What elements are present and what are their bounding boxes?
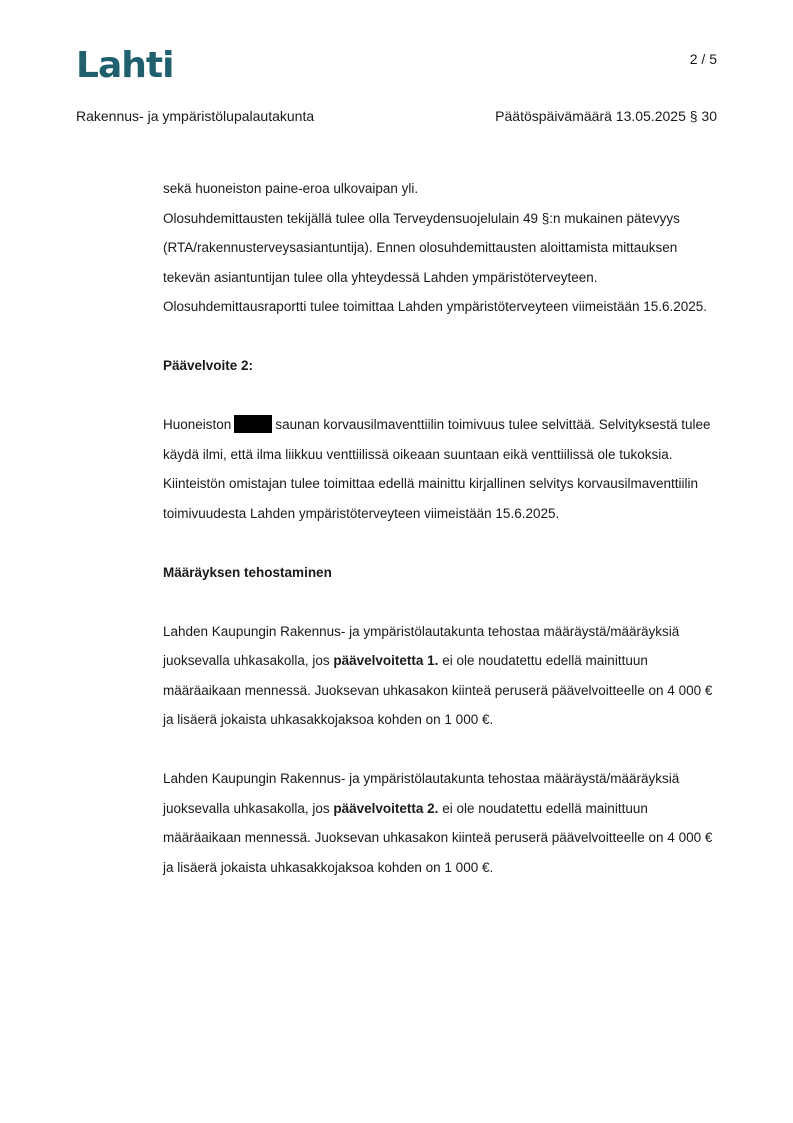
decision-date: Päätöspäivämäärä 13.05.2025 § 30 bbox=[495, 108, 717, 124]
paragraph-sauna-valve-rest: saunan korvausilmaventtiilin toimivuus tulee selvittää. Selvityksestä tulee käydä ilmi, että ilma liikkuu venttiilissä oikeaan suuntaan eikä venttiilissä ole tukoksia. Kiinteistön omistajan tulee toimittaa edellä mainittu kirjallinen selvitys korvausilmaventtiilin toimivuudesta Lahden ympäristöterveyteen viimeistään 15.6.2025. bbox=[163, 417, 711, 521]
penalty-2-text-start: Lahden Kaupungin Rakennus- ja ympäristölautakunta tehostaa määräystä/määräyksiä juoksevalla uhkasakolla, jos bbox=[163, 771, 680, 816]
paragraph-measurement-qualification: Olosuhdemittausten tekijällä tulee olla Terveydensuojelulain 49 §:n mukainen pätevyys (RTA/rakennusterveysasiantuntija). Ennen olosuhdemittausten aloittamista mittauksen tekevän asiantuntijan tulee olla yhteydessä Lahden ympäristöterveyteen. bbox=[163, 210, 680, 285]
penalty-2-obligation-ref: päävelvoitetta 2. bbox=[333, 800, 439, 816]
penalty-1-text-end: ei ole noudatettu edellä mainittuun määräaikaan mennessä. Juoksevan uhkasakon kiinteä peruserä päävelvoitteelle on 4 000 € ja lisäerä jokaista uhkasakkojaksoa kohden on 1 000 €. bbox=[163, 653, 713, 727]
redacted-apartment-number bbox=[234, 415, 272, 433]
heading-main-obligation-2: Päävelvoite 2: bbox=[163, 358, 254, 373]
board-name: Rakennus- ja ympäristölupalautakunta bbox=[76, 108, 315, 124]
paragraph-measurement-report: Olosuhdemittausraportti tulee toimittaa Lahden ympäristöterveyteen viimeistään 15.6.2025. bbox=[163, 299, 708, 314]
heading-order-enforcement: Määräyksen tehostaminen bbox=[163, 564, 332, 580]
paragraph-penalty-obligation-2 bbox=[163, 764, 721, 882]
penalty-1-obligation-ref: päävelvoitetta 1. bbox=[333, 653, 439, 668]
paragraph-sauna-valve-start: Huoneiston bbox=[163, 417, 232, 432]
lahti-logo: Lahti bbox=[76, 45, 174, 86]
penalty-2-text-end: ei ole noudatettu edellä mainittuun määräaikaan mennessä. Juoksevan uhkasakon kiinteä peruserä päävelvoitteelle on 4 000 € ja lisäerä jokaista uhkasakkojaksoa kohden on 1 000 €. bbox=[163, 800, 713, 875]
penalty-1-text-start: Lahden Kaupungin Rakennus- ja ympäristölautakunta tehostaa määräystä/määräyksiä juoksevalla uhkasakolla, jos bbox=[163, 623, 680, 668]
page-number: 2 / 5 bbox=[689, 51, 717, 67]
paragraph-sauna-valve bbox=[163, 410, 721, 528]
document-body bbox=[163, 174, 721, 882]
paragraph-penalty-obligation-1 bbox=[163, 617, 721, 735]
paragraph-pressure-difference: sekä huoneiston paine-eroa ulkovaipan yli. bbox=[163, 181, 419, 196]
